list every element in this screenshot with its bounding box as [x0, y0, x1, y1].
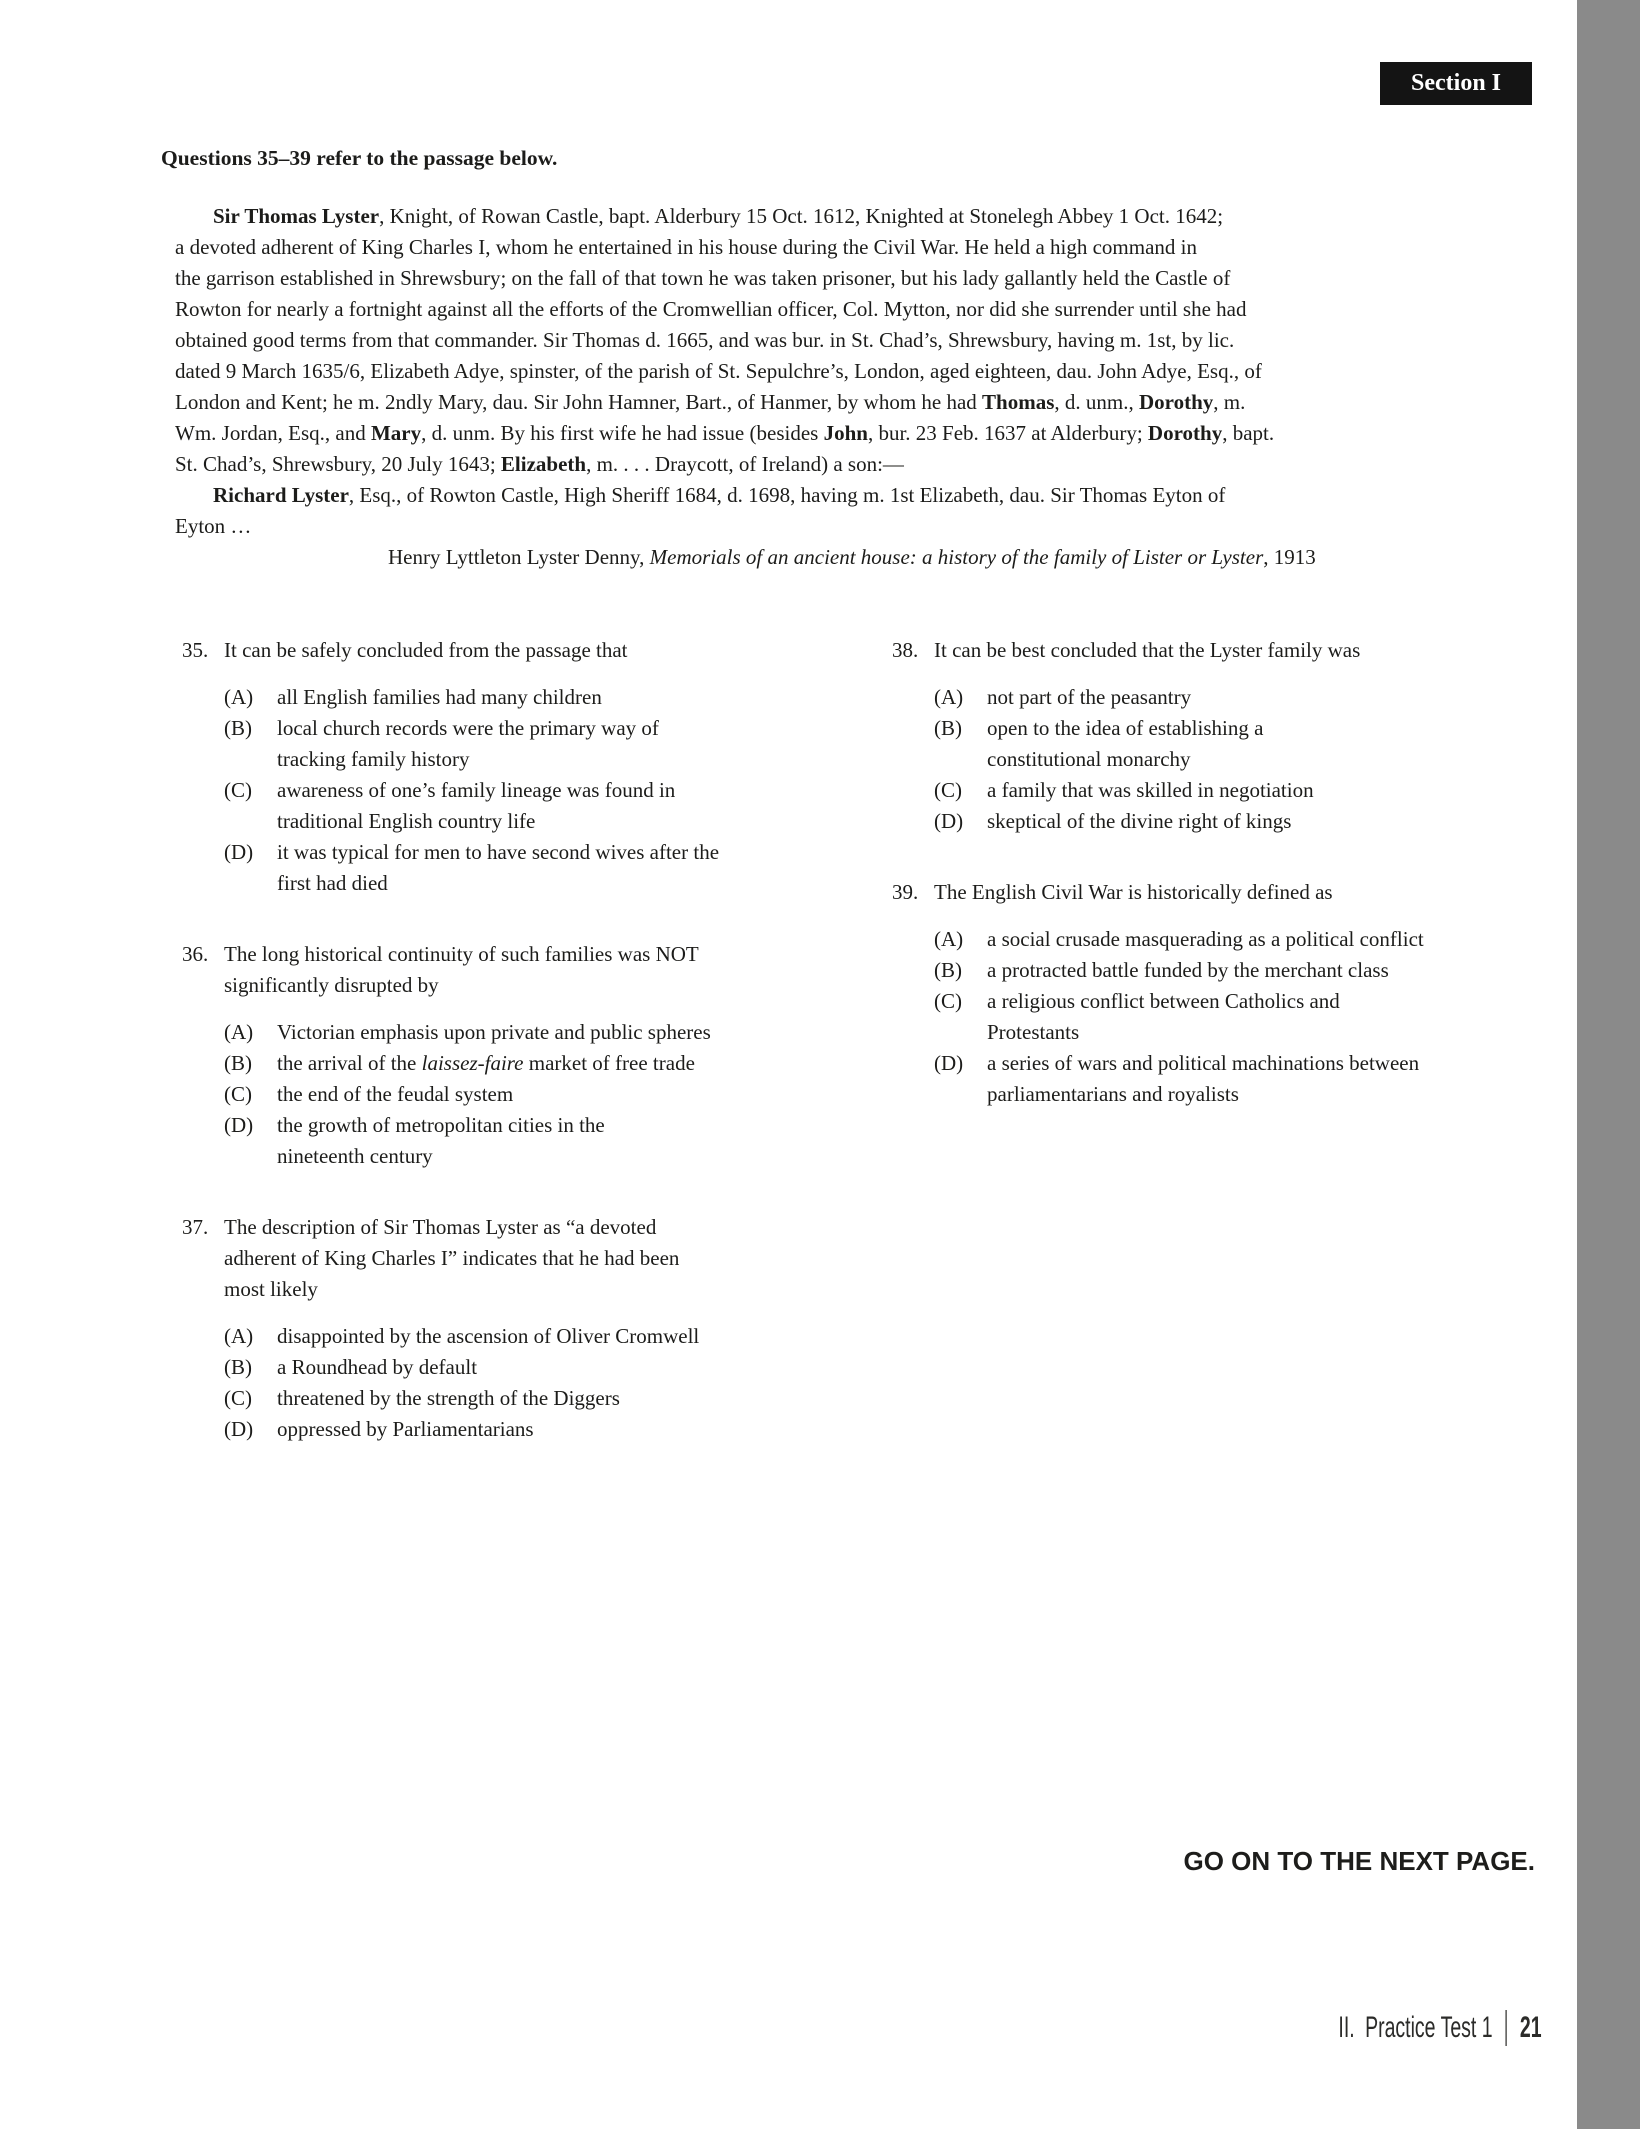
- choice-letter: (B): [224, 1051, 252, 1075]
- footer-divider: [1506, 2010, 1507, 2046]
- go-on-note: GO ON TO THE NEXT PAGE.: [1183, 1846, 1535, 1876]
- choice-letter: (B): [934, 716, 962, 740]
- choice-letter: (D): [224, 1417, 254, 1441]
- text-segment: obtained good terms from that commander. Sir Thomas d. 1665, and was bur. in St. Chad’s, Shrewsbury, having m. 1st, by lic.: [175, 328, 1235, 352]
- question: [182, 1212, 872, 1445]
- passage-line: [175, 480, 1575, 511]
- text-segment: , d. unm.,: [1054, 390, 1139, 414]
- choices: [224, 1321, 872, 1445]
- page-footer: [1339, 2010, 1542, 2046]
- choice-text-line: [277, 868, 872, 899]
- text-segment: , 1913: [1263, 545, 1316, 569]
- passage-line: [175, 263, 1575, 294]
- choice-letter: (D): [224, 840, 254, 864]
- choice-text-line: [987, 806, 1582, 837]
- text-segment: oppressed by Parliamentarians: [277, 1417, 534, 1441]
- choice-text-line: [987, 1079, 1582, 1110]
- choice-letter: (A): [934, 927, 964, 951]
- choice-row: [934, 713, 1582, 775]
- text-segment: parliamentarians and royalists: [987, 1082, 1239, 1106]
- passage-line: [175, 201, 1575, 232]
- choice-letter: (C): [224, 1082, 252, 1106]
- text-segment: Mary: [370, 421, 422, 445]
- text-segment: It can be safely concluded from the passage that: [224, 638, 628, 662]
- text-segment: Memorials of an ancient house: a history of the family of Lister or Lyster: [649, 545, 1264, 569]
- text-segment: Richard Lyster: [213, 483, 349, 507]
- choice-text-line: [987, 986, 1582, 1017]
- footer-label: Practice Test 1: [1365, 2011, 1494, 2044]
- choice-letter: (C): [224, 1386, 252, 1410]
- text-segment: Victorian emphasis upon private and public spheres: [277, 1020, 711, 1044]
- choices: [224, 682, 872, 899]
- choice-letter: (C): [934, 778, 962, 802]
- choice-text-line: [277, 1017, 872, 1048]
- text-segment: market of free trade: [523, 1051, 695, 1075]
- choice-text-line: [277, 1048, 872, 1079]
- text-segment: , m.: [1213, 390, 1246, 414]
- choice-text-line: [277, 1321, 872, 1352]
- choice-row: [934, 682, 1582, 713]
- choice-row: [224, 1321, 872, 1352]
- text-segment: the garrison established in Shrewsbury; on the fall of that town he was taken prisoner, but his lady gallantly held the Castle of: [175, 266, 1231, 290]
- choice-letter: (A): [224, 1020, 254, 1044]
- passage-line: [175, 418, 1575, 449]
- choice-text-line: [277, 744, 872, 775]
- text-segment: It can be best concluded that the Lyster family was: [934, 638, 1361, 662]
- question-number: 36.: [182, 942, 209, 966]
- passage-line: [175, 387, 1575, 418]
- choice-text-line: [277, 1383, 872, 1414]
- text-segment: Thomas: [982, 390, 1055, 414]
- text-segment: local church records were the primary way of: [277, 716, 659, 740]
- stem-line: [224, 635, 872, 666]
- choice-row: [224, 837, 872, 899]
- questions-right-column: [892, 635, 1582, 1150]
- passage-line: [175, 356, 1575, 387]
- text-segment: The description of Sir Thomas Lyster as “a devoted: [224, 1215, 657, 1239]
- text-segment: a Roundhead by default: [277, 1355, 478, 1379]
- text-segment: Dorothy: [1147, 421, 1223, 445]
- choice-row: [224, 1017, 872, 1048]
- text-segment: , Knight, of Rowan Castle, bapt. Alderbury 15 Oct. 1612, Knighted at Stonelegh Abbey 1 Oct. 1642;: [379, 204, 1224, 228]
- choice-row: [224, 1048, 872, 1079]
- text-segment: , m. . . . Draycott, of Ireland) a son:—: [586, 452, 904, 476]
- choice-letter: (B): [224, 1355, 252, 1379]
- text-segment: it was typical for men to have second wives after the: [277, 840, 720, 864]
- text-segment: Elizabeth: [500, 452, 587, 476]
- text-segment: laissez-faire: [421, 1051, 524, 1075]
- choice-letter: (A): [224, 685, 254, 709]
- section-badge: [1380, 62, 1532, 105]
- text-segment: a social crusade masquerading as a political conflict: [987, 927, 1424, 951]
- text-segment: St. Chad’s, Shrewsbury, 20 July 1643;: [175, 452, 501, 476]
- question: [892, 877, 1582, 1110]
- text-segment: significantly disrupted by: [224, 973, 439, 997]
- choice-letter: (C): [224, 778, 252, 802]
- question: [182, 939, 872, 1172]
- question-number: 38.: [892, 638, 919, 662]
- text-segment: Eyton …: [175, 514, 252, 538]
- text-segment: threatened by the strength of the Diggers: [277, 1386, 620, 1410]
- choice-row: [224, 1414, 872, 1445]
- choice-text-line: [277, 806, 872, 837]
- choices: [224, 1017, 872, 1172]
- text-segment: , Esq., of Rowton Castle, High Sheriff 1684, d. 1698, having m. 1st Elizabeth, dau. Sir Thomas Eyton of: [348, 483, 1226, 507]
- text-segment: Wm. Jordan, Esq., and: [175, 421, 371, 445]
- text-segment: the end of the feudal system: [277, 1082, 514, 1106]
- stem-line: [224, 939, 872, 970]
- choice-letter: (D): [934, 809, 964, 833]
- text-segment: a family that was skilled in negotiation: [987, 778, 1314, 802]
- choice-letter: (B): [224, 716, 252, 740]
- choice-row: [224, 1110, 872, 1172]
- choice-letter: (A): [934, 685, 964, 709]
- text-segment: , d. unm. By his first wife he had issue (besides: [421, 421, 824, 445]
- question-number: 35.: [182, 638, 209, 662]
- choice-row: [934, 806, 1582, 837]
- stem-line: [224, 1274, 872, 1305]
- text-segment: Sir Thomas Lyster: [213, 204, 380, 228]
- footer-page-number: 21: [1520, 2011, 1542, 2044]
- text-segment: Dorothy: [1139, 390, 1214, 414]
- choices: [934, 924, 1582, 1110]
- text-segment: , bur. 23 Feb. 1637 at Alderbury;: [867, 421, 1148, 445]
- choice-text-line: [277, 1110, 872, 1141]
- text-segment: , bapt.: [1222, 421, 1275, 445]
- text-segment: nineteenth century: [277, 1144, 433, 1168]
- passage-line: [175, 294, 1575, 325]
- choice-letter: (B): [934, 958, 962, 982]
- question-stem: [934, 877, 1582, 908]
- choice-text-line: [277, 713, 872, 744]
- question-number: 39.: [892, 880, 919, 904]
- text-segment: London and Kent; he m. 2ndly Mary, dau. Sir John Hamner, Bart., of Hanmer, by whom he had: [175, 390, 983, 414]
- text-segment: The English Civil War is historically defined as: [934, 880, 1333, 904]
- section-badge-label: Section I: [1411, 70, 1501, 96]
- choice-text-line: [277, 682, 872, 713]
- text-segment: The long historical continuity of such families was NOT: [224, 942, 699, 966]
- question: [182, 635, 872, 899]
- stem-line: [224, 970, 872, 1001]
- side-accent-bar: [1577, 0, 1640, 2129]
- choice-letter: (D): [934, 1051, 964, 1075]
- choice-text-line: [987, 775, 1582, 806]
- text-segment: constitutional monarchy: [987, 747, 1191, 771]
- choice-row: [224, 682, 872, 713]
- choice-row: [934, 955, 1582, 986]
- text-segment: the growth of metropolitan cities in the: [277, 1113, 605, 1137]
- text-segment: a religious conflict between Catholics and: [987, 989, 1340, 1013]
- text-segment: all English families had many children: [277, 685, 602, 709]
- stem-line: [224, 1212, 872, 1243]
- choice-text-line: [277, 1352, 872, 1383]
- choice-row: [934, 775, 1582, 806]
- text-segment: a protracted battle funded by the merchant class: [987, 958, 1389, 982]
- passage-heading: Questions 35–39 refer to the passage below.: [161, 146, 558, 170]
- passage: [175, 201, 1575, 573]
- text-segment: awareness of one’s family lineage was found in: [277, 778, 676, 802]
- choice-row: [224, 713, 872, 775]
- question-stem: [224, 939, 872, 1001]
- stem-line: [934, 877, 1582, 908]
- text-segment: first had died: [277, 871, 388, 895]
- question-stem: [934, 635, 1582, 666]
- choice-letter: (C): [934, 989, 962, 1013]
- question-number: 37.: [182, 1215, 209, 1239]
- text-segment: the arrival of the: [277, 1051, 422, 1075]
- text-segment: disappointed by the ascension of Oliver Cromwell: [277, 1324, 700, 1348]
- text-segment: Protestants: [987, 1020, 1080, 1044]
- choice-row: [224, 775, 872, 837]
- stem-line: [934, 635, 1582, 666]
- choice-text-line: [987, 924, 1582, 955]
- text-segment: a devoted adherent of King Charles I, whom he entertained in his house during the Civil War. He held a high command in: [175, 235, 1198, 259]
- choice-text-line: [987, 744, 1582, 775]
- passage-line: [175, 449, 1575, 480]
- choice-text-line: [987, 955, 1582, 986]
- choice-text-line: [277, 837, 872, 868]
- choice-row: [224, 1079, 872, 1110]
- choice-text-line: [987, 682, 1582, 713]
- question: [892, 635, 1582, 837]
- footer-volume: II.: [1338, 2011, 1356, 2044]
- choice-text-line: [277, 1079, 872, 1110]
- choice-text-line: [987, 713, 1582, 744]
- text-segment: adherent of King Charles I” indicates that he had been: [224, 1246, 680, 1270]
- text-segment: traditional English country life: [277, 809, 536, 833]
- passage-line: [175, 232, 1575, 263]
- choices: [934, 682, 1582, 837]
- choice-letter: (A): [224, 1324, 254, 1348]
- choice-row: [934, 924, 1582, 955]
- text-segment: John: [823, 421, 868, 445]
- choice-text-line: [987, 1048, 1582, 1079]
- question-stem: [224, 635, 872, 666]
- questions-left-column: [182, 635, 872, 1485]
- text-segment: most likely: [224, 1277, 318, 1301]
- text-segment: Henry Lyttleton Lyster Denny,: [388, 545, 650, 569]
- choice-text-line: [277, 1141, 872, 1172]
- text-segment: dated 9 March 1635/6, Elizabeth Adye, spinster, of the parish of St. Sepulchre’s, London, aged eighteen, dau. John Adye, Esq., of: [175, 359, 1262, 383]
- text-segment: a series of wars and political machinations between: [987, 1051, 1420, 1075]
- text-segment: open to the idea of establishing a: [987, 716, 1264, 740]
- choice-row: [224, 1352, 872, 1383]
- text-segment: tracking family history: [277, 747, 470, 771]
- choice-row: [224, 1383, 872, 1414]
- text-segment: skeptical of the divine right of kings: [987, 809, 1292, 833]
- choice-text-line: [987, 1017, 1582, 1048]
- text-segment: not part of the peasantry: [987, 685, 1192, 709]
- choice-text-line: [277, 775, 872, 806]
- passage-attribution: [175, 542, 1575, 573]
- question-stem: [224, 1212, 872, 1305]
- choice-row: [934, 1048, 1582, 1110]
- passage-line: [175, 325, 1575, 356]
- stem-line: [224, 1243, 872, 1274]
- choice-letter: (D): [224, 1113, 254, 1137]
- text-segment: Rowton for nearly a fortnight against all the efforts of the Cromwellian officer, Col. Mytton, nor did she surrender until she had: [175, 297, 1247, 321]
- passage-line: [175, 511, 1575, 542]
- choice-text-line: [277, 1414, 872, 1445]
- choice-row: [934, 986, 1582, 1048]
